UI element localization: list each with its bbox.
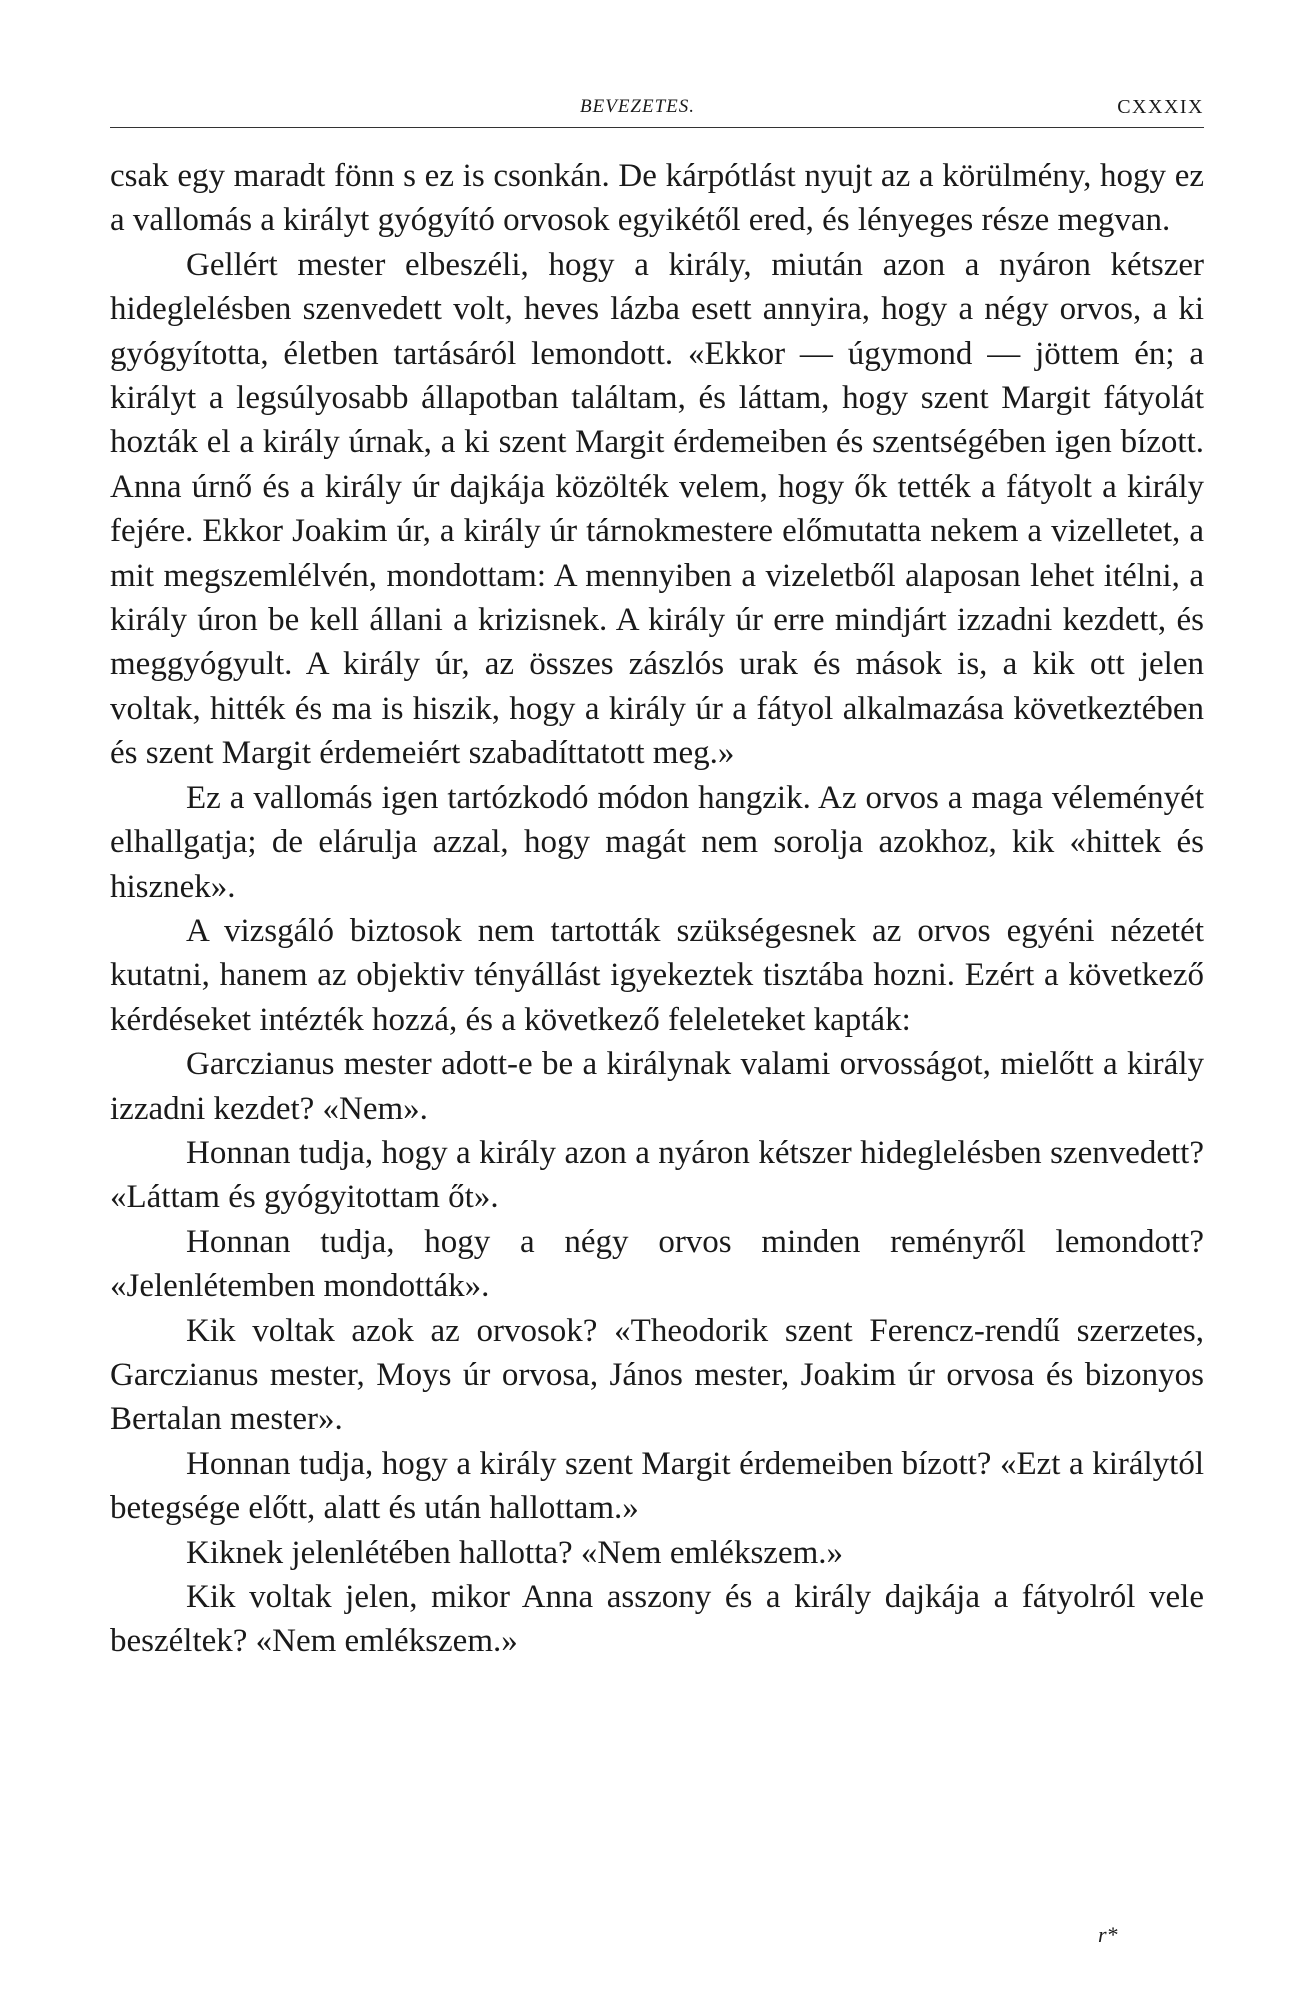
body-text bbox=[110, 154, 1204, 1664]
paragraph: csak egy maradt fönn s ez is csonkán. De kárpótlást nyujt az a körülmény, hogy ez a vallomás a királyt gyógyító orvosok egyikétől ered, és lényeges része megvan. bbox=[110, 158, 1204, 239]
paragraph: Honnan tudja, hogy a király szent Margit érdemeiben bízott? «Ezt a királytól betegsége előtt, alatt és után hallottam.» bbox=[110, 1445, 1204, 1527]
running-title: BEVEZETES. bbox=[580, 96, 696, 117]
paragraph: Gellért mester elbeszéli, hogy a király, miután azon a nyáron kétszer hideglelésben szenvedett volt, heves lázba esett annyira, hogy a négy orvos, a ki gyógyította, életben tartásáról lemondott. «Ekkor — úgymond — jöttem én; a királyt a legsúlyosabb állapotban találtam, és láttam, hogy szent Margit fátyolát hozták el a király úrnak, a ki szent Margit érdemeiben és szentségében igen bízott. Anna úrnő és a király úr dajkája közölték velem, hogy ők tették a fátyolt a király fejére. Ekkor Joakim úr, a király úr tárnokmestere előmutatta nekem a vizelletet, a mit megszemlélvén, mondottam: A mennyiben a vizeletből alaposan lehet itélni, a király úron be kell állani a krizisnek. A király úr erre mindjárt izzadni kezdett, és meggyógyult. A király úr, az összes zászlós urak és mások is, a kik ott jelen voltak, hitték és ma is hiszik, hogy a király úr a fátyol alkalmazása következtében és szent Margit érdemeiért szabadíttatott meg.» bbox=[110, 246, 1204, 772]
paragraph: Kik voltak jelen, mikor Anna asszony és a király dajkája a fátyolról vele beszéltek? «Nem emlékszem.» bbox=[110, 1579, 1204, 1660]
header-rule bbox=[110, 127, 1204, 128]
page-number: CXXXIX bbox=[1117, 96, 1204, 118]
paragraph: Honnan tudja, hogy a király azon a nyáron kétszer hideglelésben szenvedett? «Láttam és gyógyitottam őt». bbox=[110, 1134, 1204, 1216]
paragraph: Ez a vallomás igen tartózkodó módon hangzik. Az orvos a maga véleményét elhallgatja; de elárulja azzal, hogy magát nem sorolja azokhoz, kik «hittek és hisznek». bbox=[110, 779, 1204, 905]
paragraph: A vizsgáló biztosok nem tartották szükségesnek az orvos egyéni nézetét kutatni, hanem az objektiv tényállást igyekeztek tisztába hozni. Ezért a következő kérdéseket intézték hozzá, és a következő feleleteket kapták: bbox=[110, 912, 1204, 1038]
paragraph: Kik voltak azok az orvosok? «Theodorik szent Ferencz-rendű szerzetes, Garczianus mester, Moys úr orvosa, János mester, Joakim úr orvosa és bizonyos Bertalan mester». bbox=[110, 1312, 1204, 1438]
running-header bbox=[110, 92, 1204, 126]
signature-mark: r* bbox=[1098, 1922, 1118, 1947]
paragraph: Honnan tudja, hogy a négy orvos minden reményről lemondott? «Jelenlétemben mondották». bbox=[110, 1223, 1204, 1305]
paragraph: Kiknek jelenlétében hallotta? «Nem emlékszem.» bbox=[186, 1534, 844, 1571]
paragraph: Garczianus mester adott-e be a királynak valami orvosságot, mielőtt a király izzadni kezdet? «Nem». bbox=[110, 1046, 1204, 1127]
